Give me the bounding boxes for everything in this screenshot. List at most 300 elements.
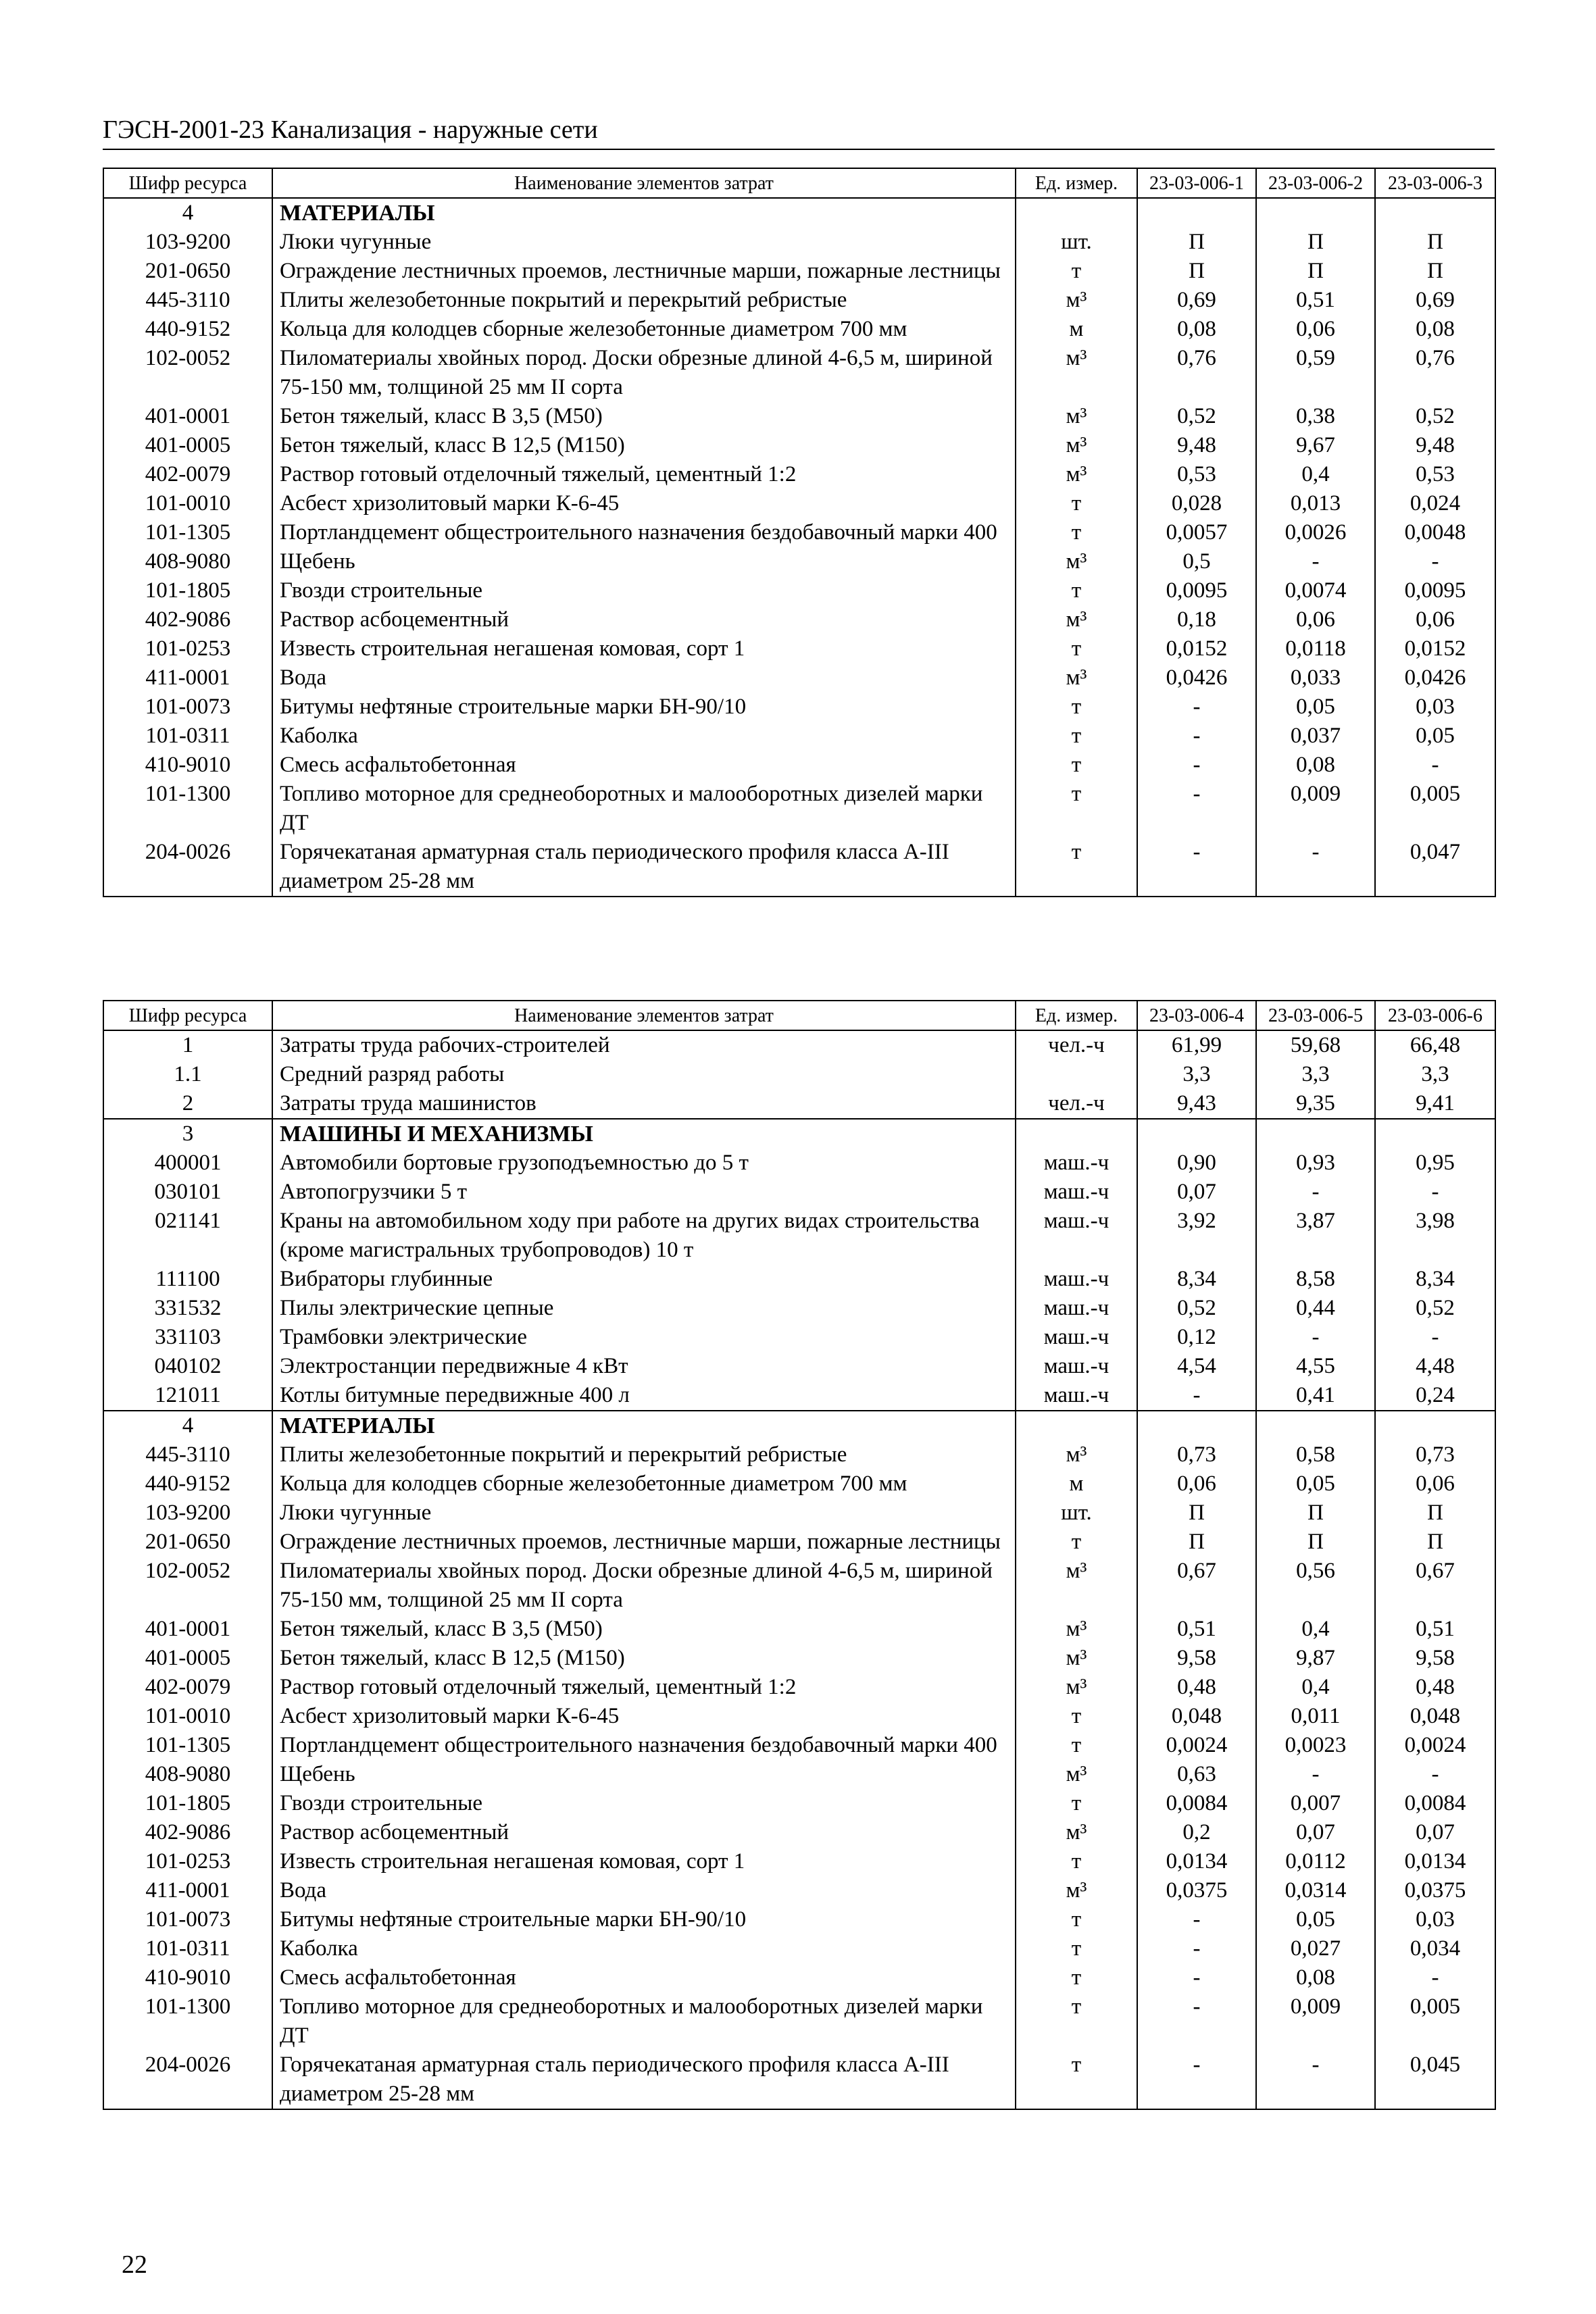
table-row xyxy=(103,489,1495,518)
cell-v2: 0,007 xyxy=(1256,1789,1375,1818)
table-row xyxy=(103,344,1495,402)
cell-code: 331103 xyxy=(103,1323,272,1352)
table-row xyxy=(103,751,1495,780)
column-header-unit: Ед. измер. xyxy=(1016,1001,1137,1030)
cell-v2: 0,013 xyxy=(1256,489,1375,518)
cell-v1: П xyxy=(1137,257,1256,286)
cell-name: Бетон тяжелый, класс В 3,5 (М50) xyxy=(272,1615,1016,1644)
table-row xyxy=(103,838,1495,897)
cell-v2 xyxy=(1256,198,1375,228)
page-header: ГЭСН-2001-23 Канализация - наружные сети xyxy=(103,115,1495,150)
cell-v3: 0,52 xyxy=(1375,1294,1495,1323)
table-row xyxy=(103,1528,1495,1557)
cell-v1: - xyxy=(1137,1992,1256,2051)
cell-name: Смесь асфальтобетонная xyxy=(272,751,1016,780)
cell-code: 440-9152 xyxy=(103,1469,272,1499)
column-header-unit: Ед. измер. xyxy=(1016,168,1137,198)
cell-v2: П xyxy=(1256,1528,1375,1557)
cell-v3: 0,52 xyxy=(1375,402,1495,431)
cell-code: 101-1305 xyxy=(103,518,272,547)
cell-v2: - xyxy=(1256,2051,1375,2109)
table-row xyxy=(103,1323,1495,1352)
cell-v3: 0,0152 xyxy=(1375,634,1495,663)
cell-v1: 0,67 xyxy=(1137,1557,1256,1615)
table-header-row xyxy=(103,168,1495,198)
cell-v3: 0,0048 xyxy=(1375,518,1495,547)
cell-v1: 3,3 xyxy=(1137,1060,1256,1089)
cell-code: 111100 xyxy=(103,1265,272,1294)
cell-v3: 0,48 xyxy=(1375,1673,1495,1702)
column-header-code: Шифр ресурса xyxy=(103,1001,272,1030)
cell-unit xyxy=(1016,1411,1137,1440)
cell-v3: 0,76 xyxy=(1375,344,1495,402)
column-header-v3: 23-03-006-6 xyxy=(1375,1001,1495,1030)
column-header-name: Наименование элементов затрат xyxy=(272,168,1016,198)
column-header-v2: 23-03-006-2 xyxy=(1256,168,1375,198)
cell-unit: т xyxy=(1016,518,1137,547)
table-body xyxy=(103,1030,1495,2109)
cell-code: 101-1300 xyxy=(103,780,272,838)
cell-name: Автомобили бортовые грузоподъемностью до 5 т xyxy=(272,1149,1016,1178)
cell-code: 101-0073 xyxy=(103,1905,272,1934)
cell-v3: 0,03 xyxy=(1375,693,1495,722)
cell-unit: т xyxy=(1016,1731,1137,1760)
cell-v1: 0,73 xyxy=(1137,1440,1256,1469)
cell-code: 101-1805 xyxy=(103,576,272,605)
cell-unit: м³ xyxy=(1016,344,1137,402)
table-row xyxy=(103,1352,1495,1381)
cell-v2: 0,06 xyxy=(1256,605,1375,634)
cell-unit: т xyxy=(1016,1528,1137,1557)
cell-name: МАТЕРИАЛЫ xyxy=(272,198,1016,228)
cell-v3: 0,24 xyxy=(1375,1381,1495,1411)
cell-v1: 0,5 xyxy=(1137,547,1256,576)
cell-v2: 0,4 xyxy=(1256,1673,1375,1702)
cell-name: Известь строительная негашеная комовая, сорт 1 xyxy=(272,1847,1016,1876)
cell-v3: П xyxy=(1375,1499,1495,1528)
table-row xyxy=(103,1963,1495,1992)
cell-name: Смесь асфальтобетонная xyxy=(272,1963,1016,1992)
cell-name: Плиты железобетонные покрытий и перекрытий ребристые xyxy=(272,1440,1016,1469)
cell-v1: 0,0084 xyxy=(1137,1789,1256,1818)
cell-code: 410-9010 xyxy=(103,1963,272,1992)
cell-code: 402-9086 xyxy=(103,1818,272,1847)
cell-v2: 0,05 xyxy=(1256,1905,1375,1934)
cell-name: Ограждение лестничных проемов, лестничные марши, пожарные лестницы xyxy=(272,1528,1016,1557)
cell-v1: 0,0152 xyxy=(1137,634,1256,663)
cell-v3: 3,3 xyxy=(1375,1060,1495,1089)
cell-v1: 61,99 xyxy=(1137,1030,1256,1060)
cell-v3: П xyxy=(1375,228,1495,257)
cell-v3: - xyxy=(1375,751,1495,780)
cell-code: 101-1805 xyxy=(103,1789,272,1818)
cell-v1: - xyxy=(1137,1381,1256,1411)
cell-code: 408-9080 xyxy=(103,1760,272,1789)
cell-v2: 0,027 xyxy=(1256,1934,1375,1963)
cell-v2: - xyxy=(1256,1760,1375,1789)
cell-v2: 0,0026 xyxy=(1256,518,1375,547)
cell-unit: м³ xyxy=(1016,286,1137,315)
cell-v2: 0,44 xyxy=(1256,1294,1375,1323)
cell-name: Затраты труда машинистов xyxy=(272,1089,1016,1119)
cell-v3: - xyxy=(1375,1760,1495,1789)
cell-v3: - xyxy=(1375,1323,1495,1352)
cell-unit: маш.-ч xyxy=(1016,1178,1137,1207)
cell-unit: т xyxy=(1016,780,1137,838)
cell-v2: 0,56 xyxy=(1256,1557,1375,1615)
cell-v1: - xyxy=(1137,2051,1256,2109)
cell-v1: 0,2 xyxy=(1137,1818,1256,1847)
cell-name: Бетон тяжелый, класс В 3,5 (М50) xyxy=(272,402,1016,431)
cell-v1: 0,63 xyxy=(1137,1760,1256,1789)
cell-unit xyxy=(1016,198,1137,228)
cell-code: 101-0073 xyxy=(103,693,272,722)
cell-v2: 9,35 xyxy=(1256,1089,1375,1119)
cell-v1: 0,52 xyxy=(1137,402,1256,431)
column-header-v1: 23-03-006-4 xyxy=(1137,1001,1256,1030)
cell-code: 204-0026 xyxy=(103,838,272,897)
cell-v1: 8,34 xyxy=(1137,1265,1256,1294)
cell-code: 030101 xyxy=(103,1178,272,1207)
table-row xyxy=(103,228,1495,257)
cell-unit: шт. xyxy=(1016,228,1137,257)
cell-code: 411-0001 xyxy=(103,663,272,693)
cell-code: 101-0253 xyxy=(103,634,272,663)
table-row xyxy=(103,1178,1495,1207)
cell-code: 101-0010 xyxy=(103,1702,272,1731)
cell-unit: м³ xyxy=(1016,1818,1137,1847)
cell-name: Вода xyxy=(272,1876,1016,1905)
cell-unit: чел.-ч xyxy=(1016,1089,1137,1119)
table-row xyxy=(103,1731,1495,1760)
cell-v1: 0,12 xyxy=(1137,1323,1256,1352)
cell-name: Затраты труда рабочих-строителей xyxy=(272,1030,1016,1060)
cell-unit: м³ xyxy=(1016,547,1137,576)
cell-code: 445-3110 xyxy=(103,286,272,315)
cell-v1: П xyxy=(1137,1499,1256,1528)
cell-v2: 0,011 xyxy=(1256,1702,1375,1731)
cell-v3: 0,73 xyxy=(1375,1440,1495,1469)
cell-v3: 0,0134 xyxy=(1375,1847,1495,1876)
cell-name: Вода xyxy=(272,663,1016,693)
cell-v3: 3,98 xyxy=(1375,1207,1495,1265)
cell-unit: м³ xyxy=(1016,1615,1137,1644)
table-row xyxy=(103,576,1495,605)
cell-unit: м xyxy=(1016,315,1137,344)
cell-v1: - xyxy=(1137,1905,1256,1934)
cell-v3: 0,07 xyxy=(1375,1818,1495,1847)
cell-v3: 0,024 xyxy=(1375,489,1495,518)
cell-unit: шт. xyxy=(1016,1499,1137,1528)
cell-unit: т xyxy=(1016,1789,1137,1818)
section-row xyxy=(103,198,1495,228)
cell-v2: 59,68 xyxy=(1256,1030,1375,1060)
cell-name: МАТЕРИАЛЫ xyxy=(272,1411,1016,1440)
cell-v3: 0,0024 xyxy=(1375,1731,1495,1760)
cell-code: 101-0311 xyxy=(103,722,272,751)
table-row xyxy=(103,1905,1495,1934)
cell-v3: 0,0095 xyxy=(1375,576,1495,605)
cell-v3: 0,53 xyxy=(1375,460,1495,489)
cell-v2: 0,037 xyxy=(1256,722,1375,751)
cell-v1: 0,028 xyxy=(1137,489,1256,518)
cell-v3: 66,48 xyxy=(1375,1030,1495,1060)
cell-v3 xyxy=(1375,1411,1495,1440)
cell-name: Гвозди строительные xyxy=(272,576,1016,605)
cell-name: Раствор асбоцементный xyxy=(272,1818,1016,1847)
cell-v2: П xyxy=(1256,1499,1375,1528)
cell-unit: м³ xyxy=(1016,663,1137,693)
cell-v2: 0,0074 xyxy=(1256,576,1375,605)
cell-unit: м³ xyxy=(1016,1876,1137,1905)
cell-unit: м³ xyxy=(1016,1760,1137,1789)
cell-v2: 0,0118 xyxy=(1256,634,1375,663)
cell-v3: 0,03 xyxy=(1375,1905,1495,1934)
cell-v3: 9,41 xyxy=(1375,1089,1495,1119)
cell-v2: 0,4 xyxy=(1256,1615,1375,1644)
cell-unit: м³ xyxy=(1016,1557,1137,1615)
cell-name: Портландцемент общестроительного назначения бездобавочный марки 400 xyxy=(272,1731,1016,1760)
cell-v1: 0,90 xyxy=(1137,1149,1256,1178)
cell-v2 xyxy=(1256,1119,1375,1149)
cell-name: Электростанции передвижные 4 кВт xyxy=(272,1352,1016,1381)
table-row xyxy=(103,1992,1495,2051)
table-row xyxy=(103,663,1495,693)
section-row xyxy=(103,1119,1495,1149)
table-row xyxy=(103,1934,1495,1963)
cell-unit: м³ xyxy=(1016,460,1137,489)
cell-v1: 0,048 xyxy=(1137,1702,1256,1731)
cell-v2: 0,4 xyxy=(1256,460,1375,489)
cell-unit: т xyxy=(1016,751,1137,780)
cell-unit: м³ xyxy=(1016,1644,1137,1673)
cell-code: 401-0005 xyxy=(103,431,272,460)
cell-v3: П xyxy=(1375,257,1495,286)
cell-unit: т xyxy=(1016,722,1137,751)
cell-name: Плиты железобетонные покрытий и перекрытий ребристые xyxy=(272,286,1016,315)
column-header-v3: 23-03-006-3 xyxy=(1375,168,1495,198)
cell-name: Пилы электрические цепные xyxy=(272,1294,1016,1323)
table-row xyxy=(103,2051,1495,2109)
cell-code: 408-9080 xyxy=(103,547,272,576)
cell-v1: 0,0375 xyxy=(1137,1876,1256,1905)
cell-v2: - xyxy=(1256,1178,1375,1207)
cell-unit: м³ xyxy=(1016,1673,1137,1702)
table-row xyxy=(103,518,1495,547)
cell-code: 101-0311 xyxy=(103,1934,272,1963)
cell-name: Раствор асбоцементный xyxy=(272,605,1016,634)
table-row xyxy=(103,460,1495,489)
cell-code: 102-0052 xyxy=(103,1557,272,1615)
cell-name: Вибраторы глубинные xyxy=(272,1265,1016,1294)
cell-unit: т xyxy=(1016,1992,1137,2051)
table-row xyxy=(103,1089,1495,1119)
cell-v1: - xyxy=(1137,838,1256,897)
cell-v1: 0,53 xyxy=(1137,460,1256,489)
cell-name: Бетон тяжелый, класс В 12,5 (М150) xyxy=(272,1644,1016,1673)
cell-name: МАШИНЫ И МЕХАНИЗМЫ xyxy=(272,1119,1016,1149)
cell-code: 2 xyxy=(103,1089,272,1119)
column-header-v1: 23-03-006-1 xyxy=(1137,168,1256,198)
cell-v3: 0,95 xyxy=(1375,1149,1495,1178)
cell-unit: м xyxy=(1016,1469,1137,1499)
cell-code: 445-3110 xyxy=(103,1440,272,1469)
table-row xyxy=(103,1149,1495,1178)
cell-v3: - xyxy=(1375,1178,1495,1207)
cell-name: Автопогрузчики 5 т xyxy=(272,1178,1016,1207)
table-row xyxy=(103,1789,1495,1818)
cell-name: Кольца для колодцев сборные железобетонные диаметром 700 мм xyxy=(272,1469,1016,1499)
column-header-name: Наименование элементов затрат xyxy=(272,1001,1016,1030)
cell-v1: - xyxy=(1137,693,1256,722)
cell-unit: м³ xyxy=(1016,605,1137,634)
cell-code: 401-0001 xyxy=(103,402,272,431)
cell-code: 101-0010 xyxy=(103,489,272,518)
cell-code: 1.1 xyxy=(103,1060,272,1089)
cell-unit: м³ xyxy=(1016,1440,1137,1469)
cell-v2: 0,07 xyxy=(1256,1818,1375,1847)
cell-v1: 4,54 xyxy=(1137,1352,1256,1381)
table-row xyxy=(103,1030,1495,1060)
cell-v2: 0,009 xyxy=(1256,1992,1375,2051)
cell-name: Каболка xyxy=(272,722,1016,751)
cell-unit: т xyxy=(1016,1702,1137,1731)
cell-v3: 9,48 xyxy=(1375,431,1495,460)
cell-v1: - xyxy=(1137,751,1256,780)
table-row xyxy=(103,1440,1495,1469)
cell-name: Асбест хризолитовый марки К-6-45 xyxy=(272,1702,1016,1731)
cell-unit: маш.-ч xyxy=(1016,1265,1137,1294)
cell-v3: П xyxy=(1375,1528,1495,1557)
cell-name: Раствор готовый отделочный тяжелый, цементный 1:2 xyxy=(272,460,1016,489)
cell-code: 204-0026 xyxy=(103,2051,272,2109)
table-row xyxy=(103,431,1495,460)
cell-code: 402-0079 xyxy=(103,1673,272,1702)
cell-unit: т xyxy=(1016,489,1137,518)
table-row xyxy=(103,1615,1495,1644)
cell-v2: П xyxy=(1256,228,1375,257)
cell-code: 040102 xyxy=(103,1352,272,1381)
cell-v3: 0,0084 xyxy=(1375,1789,1495,1818)
table-row xyxy=(103,1294,1495,1323)
table-row xyxy=(103,286,1495,315)
cell-name: Известь строительная негашеная комовая, сорт 1 xyxy=(272,634,1016,663)
cell-unit xyxy=(1016,1060,1137,1089)
cell-code: 400001 xyxy=(103,1149,272,1178)
cell-v3: 9,58 xyxy=(1375,1644,1495,1673)
cell-v1: 0,48 xyxy=(1137,1673,1256,1702)
cell-v3: 0,06 xyxy=(1375,605,1495,634)
cell-v3 xyxy=(1375,1119,1495,1149)
cell-v1: - xyxy=(1137,780,1256,838)
table-header-row xyxy=(103,1001,1495,1030)
cell-name: Битумы нефтяные строительные марки БН-90/10 xyxy=(272,693,1016,722)
cell-v1: - xyxy=(1137,1963,1256,1992)
cell-name: Асбест хризолитовый марки К-6-45 xyxy=(272,489,1016,518)
cell-code: 201-0650 xyxy=(103,1528,272,1557)
resource-table-2 xyxy=(103,1000,1496,2110)
cell-v2: 0,41 xyxy=(1256,1381,1375,1411)
table-row xyxy=(103,1381,1495,1411)
cell-v1 xyxy=(1137,1411,1256,1440)
cell-name: Портландцемент общестроительного назначения бездобавочный марки 400 xyxy=(272,518,1016,547)
table-row xyxy=(103,1673,1495,1702)
cell-v3: 0,08 xyxy=(1375,315,1495,344)
cell-v1: П xyxy=(1137,228,1256,257)
table-row xyxy=(103,1760,1495,1789)
cell-name: Щебень xyxy=(272,547,1016,576)
cell-name: Кольца для колодцев сборные железобетонные диаметром 700 мм xyxy=(272,315,1016,344)
cell-v1: П xyxy=(1137,1528,1256,1557)
cell-code: 101-1305 xyxy=(103,1731,272,1760)
cell-code: 402-9086 xyxy=(103,605,272,634)
cell-code: 3 xyxy=(103,1119,272,1149)
cell-name: Горячекатаная арматурная сталь периодического профиля класса А-III диаметром 25-28 мм xyxy=(272,838,1016,897)
cell-name: Топливо моторное для среднеоборотных и малооборотных дизелей марки ДТ xyxy=(272,780,1016,838)
cell-code: 101-1300 xyxy=(103,1992,272,2051)
cell-code: 402-0079 xyxy=(103,460,272,489)
cell-v3: 4,48 xyxy=(1375,1352,1495,1381)
cell-unit: т xyxy=(1016,1963,1137,1992)
cell-name: Котлы битумные передвижные 400 л xyxy=(272,1381,1016,1411)
cell-name: Щебень xyxy=(272,1760,1016,1789)
cell-name: Каболка xyxy=(272,1934,1016,1963)
cell-name: Краны на автомобильном ходу при работе на других видах строительства (кроме магистральных трубопроводов) 10 т xyxy=(272,1207,1016,1265)
cell-v3: 0,045 xyxy=(1375,2051,1495,2109)
cell-v3: 8,34 xyxy=(1375,1265,1495,1294)
cell-code: 102-0052 xyxy=(103,344,272,402)
cell-code: 401-0001 xyxy=(103,1615,272,1644)
cell-name: Бетон тяжелый, класс В 12,5 (М150) xyxy=(272,431,1016,460)
cell-code: 103-9200 xyxy=(103,228,272,257)
cell-v3: 0,51 xyxy=(1375,1615,1495,1644)
cell-v1: 0,69 xyxy=(1137,286,1256,315)
cell-v2: 0,38 xyxy=(1256,402,1375,431)
resource-table-1 xyxy=(103,168,1496,897)
cell-v1: - xyxy=(1137,1934,1256,1963)
cell-v2: 8,58 xyxy=(1256,1265,1375,1294)
table-row xyxy=(103,315,1495,344)
cell-v3: - xyxy=(1375,547,1495,576)
cell-name: Топливо моторное для среднеоборотных и малооборотных дизелей марки ДТ xyxy=(272,1992,1016,2051)
cell-v1: 0,51 xyxy=(1137,1615,1256,1644)
cell-v3: 0,0426 xyxy=(1375,663,1495,693)
table-row xyxy=(103,693,1495,722)
cell-unit: т xyxy=(1016,2051,1137,2109)
cell-unit: т xyxy=(1016,634,1137,663)
cell-v3: 0,05 xyxy=(1375,722,1495,751)
table-row xyxy=(103,1818,1495,1847)
table-body xyxy=(103,198,1495,897)
cell-name: Люки чугунные xyxy=(272,228,1016,257)
cell-unit: т xyxy=(1016,1934,1137,1963)
cell-v2: 0,033 xyxy=(1256,663,1375,693)
cell-v1 xyxy=(1137,1119,1256,1149)
table-row xyxy=(103,1060,1495,1089)
cell-unit: т xyxy=(1016,693,1137,722)
cell-unit: чел.-ч xyxy=(1016,1030,1137,1060)
cell-v1: 0,18 xyxy=(1137,605,1256,634)
cell-v1 xyxy=(1137,198,1256,228)
cell-v2: 0,06 xyxy=(1256,315,1375,344)
table-row xyxy=(103,605,1495,634)
cell-v2: 9,87 xyxy=(1256,1644,1375,1673)
table-row xyxy=(103,1207,1495,1265)
table-row xyxy=(103,1265,1495,1294)
cell-unit: маш.-ч xyxy=(1016,1294,1137,1323)
cell-code: 103-9200 xyxy=(103,1499,272,1528)
table-row xyxy=(103,1876,1495,1905)
